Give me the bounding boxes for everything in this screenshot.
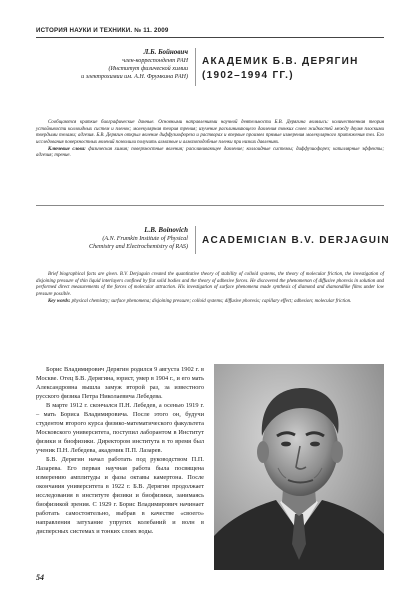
ru-affiliation-line: и электрохимии им. А.Н. Фрумкина РАН) [81,74,188,81]
ru-keywords-text: физическая химия; поверхностные явления; расклинивающее давление; коллоидные системы; диффузиофорез; капиллярные эффекты; адгезия; трение. [36,146,384,159]
ru-title-line: АКАДЕМИК Б.В. ДЕРЯГИН [202,56,359,67]
en-author-name: L.B. Boinovich [144,226,188,234]
ru-title-line: (1902–1994 ГГ.) [202,70,294,81]
en-keywords [36,299,384,306]
ru-keywords-label: Ключевые слова: [48,146,86,152]
en-keywords-label: Key words: [48,298,71,304]
body-paragraph: В марте 1912 г. скончался П.Н. Лебедев, а осенью 1919 г. – мать Бориса Владимировича. После этого он, будучи студентом второго курса физико-математического факультета Московского университета, поступил лаборантом в Институт физики и биофизики. Директором института в то время был ученик П.Н. Лебедева, академик П.П. Лазарев. [36,402,204,454]
body-paragraph: Б.В. Дерягин начал работать под руководством П.П. Лазарева. Его первая научная работа была посвящена измерению амплитуды и фазы октавы камертона. После окончания университета в 1922 г. Б.В. Дерягин продолжает исследования в институте физики и биофизики, занимаясь биофизикой зрения. С 1929 г. Борис Владимирович начинает работать самостоятельно, выбрав в качестве «своего» направления затухание упругих колебаний и волн в дисперсных системах и тонких слоях воды. [36,456,204,535]
ru-abstract-text: Сообщаются краткие биографические данные. Основными направлениями научной деятельности Б.В. Дерягина являлись: количественная теория устойчивости коллоидных систем и пленок; молекулярная теория трения; изучение расклинивающего давления тонких слоев жидкостей между двумя плоскими твердыми телами; адгезия. Б.В. Дерягин открыл явление диффузиофореза и растворах и впервые произвел прямые измерения молекулярного притяжения тел. Его исследования поверхностных явлений позволили получить алмазные и алмазоподобные пленки при низких давлениях. [36,120,384,146]
section-divider [36,205,384,206]
ru-author-name: Л.Б. Бойнович [143,48,188,56]
en-author-block [30,226,188,251]
ru-article-title [202,55,359,83]
ru-author-block [30,48,188,82]
ru-affiliation-line: (Институт физической химии [108,66,188,73]
ru-header-divider [195,48,196,86]
header-rule [36,37,384,38]
en-header-divider [195,226,196,254]
en-keywords-text: physical chemistry; surface phenomena; disjoining pressure; colloid systems; diffusive phoresis; capillary effect; adhesion; molecular friction. [70,298,352,304]
ru-abstract [36,120,384,160]
portrait-photo [214,364,384,570]
en-article-title: ACADEMICIAN B.V. DERJAGUIN [202,235,390,246]
ru-affiliation-line: член-корреспондент РАН [122,58,188,65]
en-abstract [36,272,384,305]
running-head: ИСТОРИЯ НАУКИ И ТЕХНИКИ. № 11. 2009 [36,27,169,34]
body-paragraph: Борис Владимирович Дерягин родился 9 августа 1902 г. в Москве. Отец Б.В. Дерягина, юрист, умер в 1904 г., и его мать Александровна вышла замуж второй раз, за известного русского физика Петра Николаевича Лебедева. [36,366,204,400]
en-abstract-text: Brief biographical facts are given. B.V. Derjaguin created the quantitative theory of stability of colloid systems, the theory of molecular friction, the investigation of disjoining pressure of thin liquid interlayers confined by flat solid bodies and the theory of adhesive forces. He discovered the phenomenon of diffusive phoresis in solution and performed direct measurements of the forces of molecular attraction. His investigation of surface phenomena made synthesis of diamond and diamondlike films under low pressure possible. [36,272,384,298]
en-affiliation-line: Chemistry and Electrochemistry of RAS) [89,244,188,251]
ru-keywords [36,147,384,160]
article-body [36,365,204,536]
page-number: 54 [36,573,44,582]
en-affiliation-line: (A.N. Frumkin Institute of Physical [102,236,188,243]
